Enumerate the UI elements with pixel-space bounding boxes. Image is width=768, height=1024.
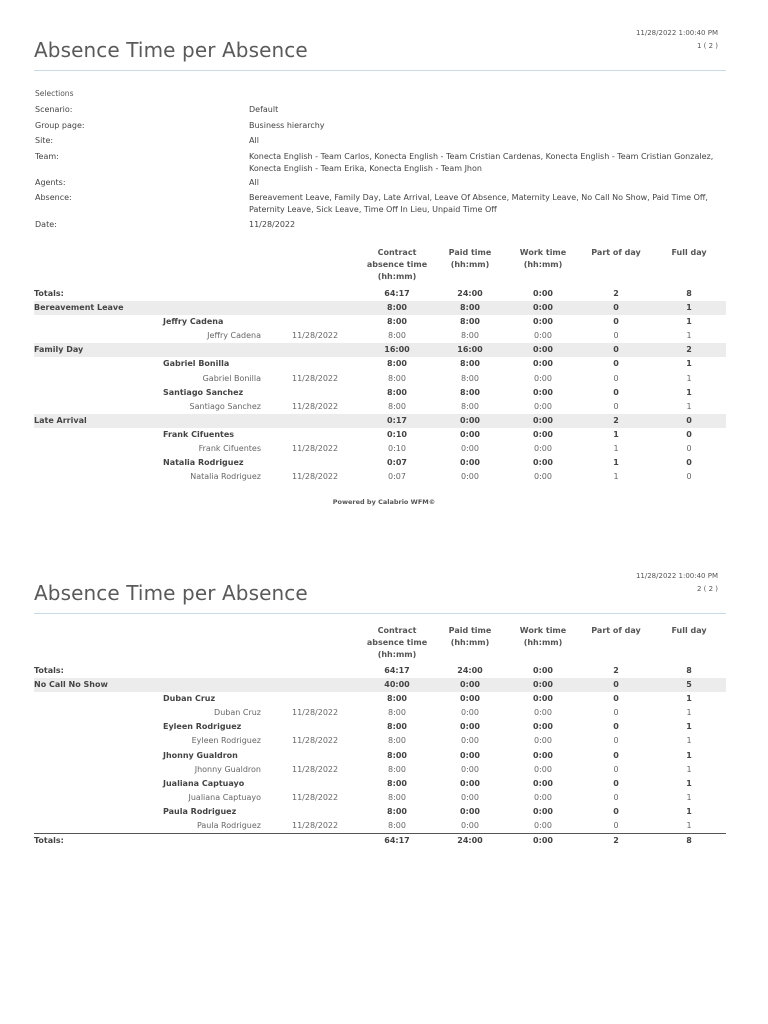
full-day-cell: 1 xyxy=(686,792,692,802)
paid-time-cell: 8:00 xyxy=(460,359,480,369)
paid-time-cell: 0:00 xyxy=(460,722,480,732)
agent-name: Gabriel Bonilla xyxy=(163,359,230,369)
contract-time-cell: 8:00 xyxy=(388,821,406,830)
agent-summary-row xyxy=(34,692,726,706)
agent-name: Paula Rodriguez xyxy=(163,806,237,816)
totals-label: Totals: xyxy=(34,666,64,675)
work-time-cell: 0:00 xyxy=(533,387,553,397)
contract-time-cell: 0:10 xyxy=(388,444,406,453)
agent-name: Duban Cruz xyxy=(163,694,216,704)
agent-detail-row xyxy=(34,372,726,386)
paid-time-cell: 0:00 xyxy=(460,694,480,704)
paid-time-cell: 0:00 xyxy=(461,764,479,774)
selection-label: Site: xyxy=(35,136,54,145)
total-part: 2 xyxy=(613,289,619,298)
agent-name: Jeffry Cadena xyxy=(207,331,261,341)
col-work-time: Work time (hh:mm) xyxy=(519,626,567,647)
title-divider xyxy=(34,70,726,71)
work-time-cell: 0:00 xyxy=(533,359,553,369)
total-contract: 64:17 xyxy=(384,836,410,845)
part-of-day-cell: 0 xyxy=(613,694,619,704)
paid-time-cell: 8:00 xyxy=(460,317,480,327)
agent-detail-row xyxy=(34,442,726,456)
contract-time-cell: 16:00 xyxy=(384,345,410,355)
part-of-day-cell: 0 xyxy=(613,359,619,369)
selection-label: Team: xyxy=(35,152,59,161)
full-day-cell: 1 xyxy=(686,331,692,341)
work-time-cell: 0:00 xyxy=(534,708,552,718)
page-header-meta xyxy=(636,570,718,596)
part-of-day-cell: 0 xyxy=(613,806,619,816)
absence-name: Bereavement Leave xyxy=(34,303,124,312)
work-time-cell: 0:00 xyxy=(533,778,553,788)
full-day-cell: 0 xyxy=(686,429,692,439)
selection-value: Business hierarchy xyxy=(249,121,325,130)
absence-group-row xyxy=(34,414,726,428)
paid-time-cell: 16:00 xyxy=(457,345,483,355)
part-of-day-cell: 0 xyxy=(613,736,619,746)
total-paid: 24:00 xyxy=(457,289,483,298)
part-of-day-cell: 0 xyxy=(613,345,619,355)
totals-row xyxy=(34,287,726,302)
paid-time-cell: 0:00 xyxy=(461,792,479,802)
agent-summary-row xyxy=(34,777,726,791)
full-day-cell: 1 xyxy=(686,806,692,816)
agent-detail-row xyxy=(34,734,726,748)
selection-label: Scenario: xyxy=(35,105,73,114)
total-part: 2 xyxy=(613,666,619,675)
page-number: 2 ( 2 ) xyxy=(696,585,718,593)
full-day-cell: 0 xyxy=(686,415,692,425)
paid-time-cell: 0:00 xyxy=(461,708,479,718)
paid-time-cell: 8:00 xyxy=(461,373,479,383)
work-time-cell: 0:00 xyxy=(533,694,553,704)
totals-label: Totals: xyxy=(34,836,64,845)
total-work: 0:00 xyxy=(533,666,553,675)
report-title: Absence Time per Absence xyxy=(34,581,308,605)
work-time-cell: 0:00 xyxy=(534,736,552,746)
agent-detail-row xyxy=(34,470,726,484)
agent-summary-row xyxy=(34,386,726,400)
paid-time-cell: 0:00 xyxy=(461,444,479,453)
absence-group-row xyxy=(34,301,726,315)
paid-time-cell: 0:00 xyxy=(460,806,480,816)
paid-time-cell: 8:00 xyxy=(460,303,480,312)
contract-time-cell: 0:17 xyxy=(387,415,407,425)
part-of-day-cell: 0 xyxy=(613,722,619,732)
col-full-day: Full day xyxy=(671,626,707,635)
absence-group-row xyxy=(34,678,726,692)
contract-time-cell: 8:00 xyxy=(387,722,407,732)
col-full-day: Full day xyxy=(671,248,707,257)
report-page-2 xyxy=(0,543,768,1024)
contract-time-cell: 8:00 xyxy=(388,736,406,746)
paid-time-cell: 0:00 xyxy=(460,778,480,788)
agent-name: Eyleen Rodriguez xyxy=(191,736,261,746)
full-day-cell: 1 xyxy=(686,373,692,383)
work-time-cell: 0:00 xyxy=(534,444,552,453)
agent-detail-row xyxy=(34,329,726,343)
agent-name: Santiago Sanchez xyxy=(189,401,261,411)
part-of-day-cell: 1 xyxy=(613,429,619,439)
part-of-day-cell: 0 xyxy=(613,401,619,411)
part-of-day-cell: 0 xyxy=(613,303,619,312)
total-paid: 24:00 xyxy=(457,666,483,675)
agent-name: Jhonny Gualdron xyxy=(194,764,261,774)
full-day-cell: 1 xyxy=(686,387,692,397)
col-part-of-day: Part of day xyxy=(591,248,641,257)
totals-label: Totals: xyxy=(34,289,64,298)
part-of-day-cell: 0 xyxy=(613,387,619,397)
agent-name: Paula Rodriguez xyxy=(196,821,261,830)
agent-name: Jhonny Gualdron xyxy=(163,750,238,760)
absence-date: 11/28/2022 xyxy=(292,764,339,774)
selections-heading: Selections xyxy=(35,89,74,98)
agent-name: Natalia Rodriguez xyxy=(163,458,244,468)
selection-label: Agents: xyxy=(35,178,66,187)
full-day-cell: 1 xyxy=(686,401,692,411)
agent-name: Santiago Sanchez xyxy=(163,387,244,397)
total-contract: 64:17 xyxy=(384,666,410,675)
full-day-cell: 0 xyxy=(686,444,692,453)
absence-name: Family Day xyxy=(34,345,84,355)
contract-time-cell: 8:00 xyxy=(388,764,406,774)
agent-name: Jualiana Captuayo xyxy=(188,792,261,802)
total-full: 8 xyxy=(686,289,692,298)
agent-summary-row xyxy=(34,315,726,329)
full-day-cell: 1 xyxy=(686,821,692,830)
work-time-cell: 0:00 xyxy=(533,317,553,327)
work-time-cell: 0:00 xyxy=(534,472,552,482)
col-part-of-day: Part of day xyxy=(591,626,641,635)
contract-time-cell: 8:00 xyxy=(388,708,406,718)
work-time-cell: 0:00 xyxy=(534,331,552,341)
agent-detail-row xyxy=(34,819,726,833)
part-of-day-cell: 0 xyxy=(613,778,619,788)
selection-value: All xyxy=(249,178,259,187)
work-time-cell: 0:00 xyxy=(534,764,552,774)
selection-value: Bereavement Leave, Family Day, Late Arrival, Leave Of Absence, Maternity Leave, No Call No Show, Paid Time Off, Paternity Leave, Sick Leave, Time Off In Lieu, Unpaid Time Off xyxy=(249,193,708,214)
col-paid-time: Paid time (hh:mm) xyxy=(448,626,492,647)
contract-time-cell: 0:07 xyxy=(387,458,407,468)
paid-time-cell: 8:00 xyxy=(460,387,480,397)
part-of-day-cell: 1 xyxy=(613,472,619,482)
contract-time-cell: 0:10 xyxy=(387,429,407,439)
selection-label: Date: xyxy=(35,220,57,229)
total-full: 8 xyxy=(686,836,692,845)
contract-time-cell: 8:00 xyxy=(387,778,407,788)
absence-group-row xyxy=(34,343,726,357)
grand-totals-row xyxy=(34,833,726,848)
agent-name: Gabriel Bonilla xyxy=(202,373,261,383)
selection-value: All xyxy=(249,136,259,145)
agent-name: Jualiana Captuayo xyxy=(163,778,245,788)
contract-time-cell: 8:00 xyxy=(387,359,407,369)
work-time-cell: 0:00 xyxy=(534,821,552,830)
work-time-cell: 0:00 xyxy=(533,458,553,468)
contract-time-cell: 8:00 xyxy=(387,750,407,760)
part-of-day-cell: 0 xyxy=(613,680,619,689)
full-day-cell: 2 xyxy=(686,345,692,355)
work-time-cell: 0:00 xyxy=(533,806,553,816)
paid-time-cell: 0:00 xyxy=(461,472,479,482)
paid-time-cell: 0:00 xyxy=(460,750,480,760)
agent-detail-row xyxy=(34,791,726,805)
work-time-cell: 0:00 xyxy=(533,303,553,312)
selection-value: Default xyxy=(249,105,279,114)
selection-label: Absence: xyxy=(35,193,72,202)
full-day-cell: 5 xyxy=(686,680,692,689)
col-paid-time: Paid time (hh:mm) xyxy=(448,248,492,269)
contract-time-cell: 8:00 xyxy=(387,387,407,397)
contract-time-cell: 8:00 xyxy=(387,303,407,312)
full-day-cell: 1 xyxy=(686,764,692,774)
full-day-cell: 0 xyxy=(686,458,692,468)
paid-time-cell: 0:00 xyxy=(461,821,479,830)
full-day-cell: 1 xyxy=(686,736,692,746)
part-of-day-cell: 0 xyxy=(613,373,619,383)
contract-time-cell: 8:00 xyxy=(387,317,407,327)
work-time-cell: 0:00 xyxy=(533,750,553,760)
full-day-cell: 0 xyxy=(686,472,692,482)
work-time-cell: 0:00 xyxy=(534,792,552,802)
absence-date: 11/28/2022 xyxy=(292,821,339,830)
absence-date: 11/28/2022 xyxy=(292,792,339,802)
part-of-day-cell: 0 xyxy=(613,821,619,830)
report-title: Absence Time per Absence xyxy=(34,38,308,62)
agent-detail-row xyxy=(34,400,726,414)
part-of-day-cell: 0 xyxy=(613,317,619,327)
absence-date: 11/28/2022 xyxy=(292,472,339,482)
agent-name: Duban Cruz xyxy=(214,708,261,718)
agent-summary-row xyxy=(34,428,726,442)
contract-time-cell: 8:00 xyxy=(388,792,406,802)
agent-summary-row xyxy=(34,720,726,734)
agent-detail-row xyxy=(34,763,726,777)
agent-summary-row xyxy=(34,357,726,371)
absence-date: 11/28/2022 xyxy=(292,331,339,341)
selection-label: Group page: xyxy=(35,121,85,130)
agent-summary-row xyxy=(34,456,726,470)
contract-time-cell: 8:00 xyxy=(387,806,407,816)
contract-time-cell: 40:00 xyxy=(384,680,410,689)
agent-name: Eyleen Rodriguez xyxy=(163,722,242,732)
work-time-cell: 0:00 xyxy=(533,345,553,355)
agent-name: Natalia Rodriguez xyxy=(190,472,261,482)
absence-date: 11/28/2022 xyxy=(292,736,339,746)
absence-date: 11/28/2022 xyxy=(292,401,339,411)
absence-date: 11/28/2022 xyxy=(292,444,339,453)
title-divider xyxy=(34,613,726,614)
paid-time-cell: 0:00 xyxy=(460,429,480,439)
part-of-day-cell: 1 xyxy=(613,444,619,453)
full-day-cell: 1 xyxy=(686,317,692,327)
paid-time-cell: 0:00 xyxy=(461,736,479,746)
work-time-cell: 0:00 xyxy=(533,722,553,732)
full-day-cell: 1 xyxy=(686,303,692,312)
selection-value: 11/28/2022 xyxy=(249,220,296,229)
agent-summary-row xyxy=(34,805,726,819)
work-time-cell: 0:00 xyxy=(534,373,552,383)
paid-time-cell: 0:00 xyxy=(460,680,480,689)
report-footer: Powered by Calabrio WFM© xyxy=(332,498,436,506)
part-of-day-cell: 1 xyxy=(613,458,619,468)
absence-name: No Call No Show xyxy=(34,680,108,689)
total-paid: 24:00 xyxy=(457,836,483,845)
col-contract-absence-time: Contract absence time (hh:mm) xyxy=(366,626,428,659)
absence-date: 11/28/2022 xyxy=(292,708,339,718)
totals-row xyxy=(34,664,726,679)
part-of-day-cell: 0 xyxy=(613,764,619,774)
work-time-cell: 0:00 xyxy=(533,415,553,425)
report-timestamp: 11/28/2022 1:00:40 PM xyxy=(635,572,718,580)
report-timestamp: 11/28/2022 1:00:40 PM xyxy=(635,29,718,37)
work-time-cell: 0:00 xyxy=(533,680,553,689)
part-of-day-cell: 0 xyxy=(613,708,619,718)
paid-time-cell: 8:00 xyxy=(461,401,479,411)
page-number: 1 ( 2 ) xyxy=(696,42,718,50)
work-time-cell: 0:00 xyxy=(534,401,552,411)
part-of-day-cell: 0 xyxy=(613,331,619,341)
agent-name: Frank Cifuentes xyxy=(198,444,261,453)
full-day-cell: 1 xyxy=(686,778,692,788)
total-part: 2 xyxy=(613,836,619,845)
paid-time-cell: 0:00 xyxy=(460,458,480,468)
total-contract: 64:17 xyxy=(384,289,410,298)
col-contract-absence-time: Contract absence time (hh:mm) xyxy=(366,248,428,281)
part-of-day-cell: 0 xyxy=(613,792,619,802)
paid-time-cell: 8:00 xyxy=(461,331,479,341)
full-day-cell: 1 xyxy=(686,750,692,760)
absence-name: Late Arrival xyxy=(34,415,87,425)
contract-time-cell: 8:00 xyxy=(387,694,407,704)
part-of-day-cell: 0 xyxy=(613,750,619,760)
agent-name: Frank Cifuentes xyxy=(163,429,235,439)
full-day-cell: 1 xyxy=(686,708,692,718)
absence-date: 11/28/2022 xyxy=(292,373,339,383)
total-full: 8 xyxy=(686,666,692,675)
contract-time-cell: 8:00 xyxy=(388,401,406,411)
part-of-day-cell: 2 xyxy=(613,415,619,425)
total-work: 0:00 xyxy=(533,289,553,298)
agent-name: Jeffry Cadena xyxy=(163,317,224,327)
contract-time-cell: 0:07 xyxy=(388,472,406,482)
contract-time-cell: 8:00 xyxy=(388,373,406,383)
contract-time-cell: 8:00 xyxy=(388,331,406,341)
selection-value: Konecta English - Team Carlos, Konecta English - Team Cristian Cardenas, Konecta English - Team Cristian Gonzalez, Konecta English - Team Erika, Konecta English - Team Jhon xyxy=(249,152,714,173)
full-day-cell: 1 xyxy=(686,694,692,704)
page-header-meta xyxy=(636,27,718,53)
agent-detail-row xyxy=(34,706,726,720)
paid-time-cell: 0:00 xyxy=(460,415,480,425)
full-day-cell: 1 xyxy=(686,722,692,732)
work-time-cell: 0:00 xyxy=(533,429,553,439)
col-work-time: Work time (hh:mm) xyxy=(519,248,567,269)
full-day-cell: 1 xyxy=(686,359,692,369)
total-work: 0:00 xyxy=(533,836,553,845)
agent-summary-row xyxy=(34,749,726,763)
